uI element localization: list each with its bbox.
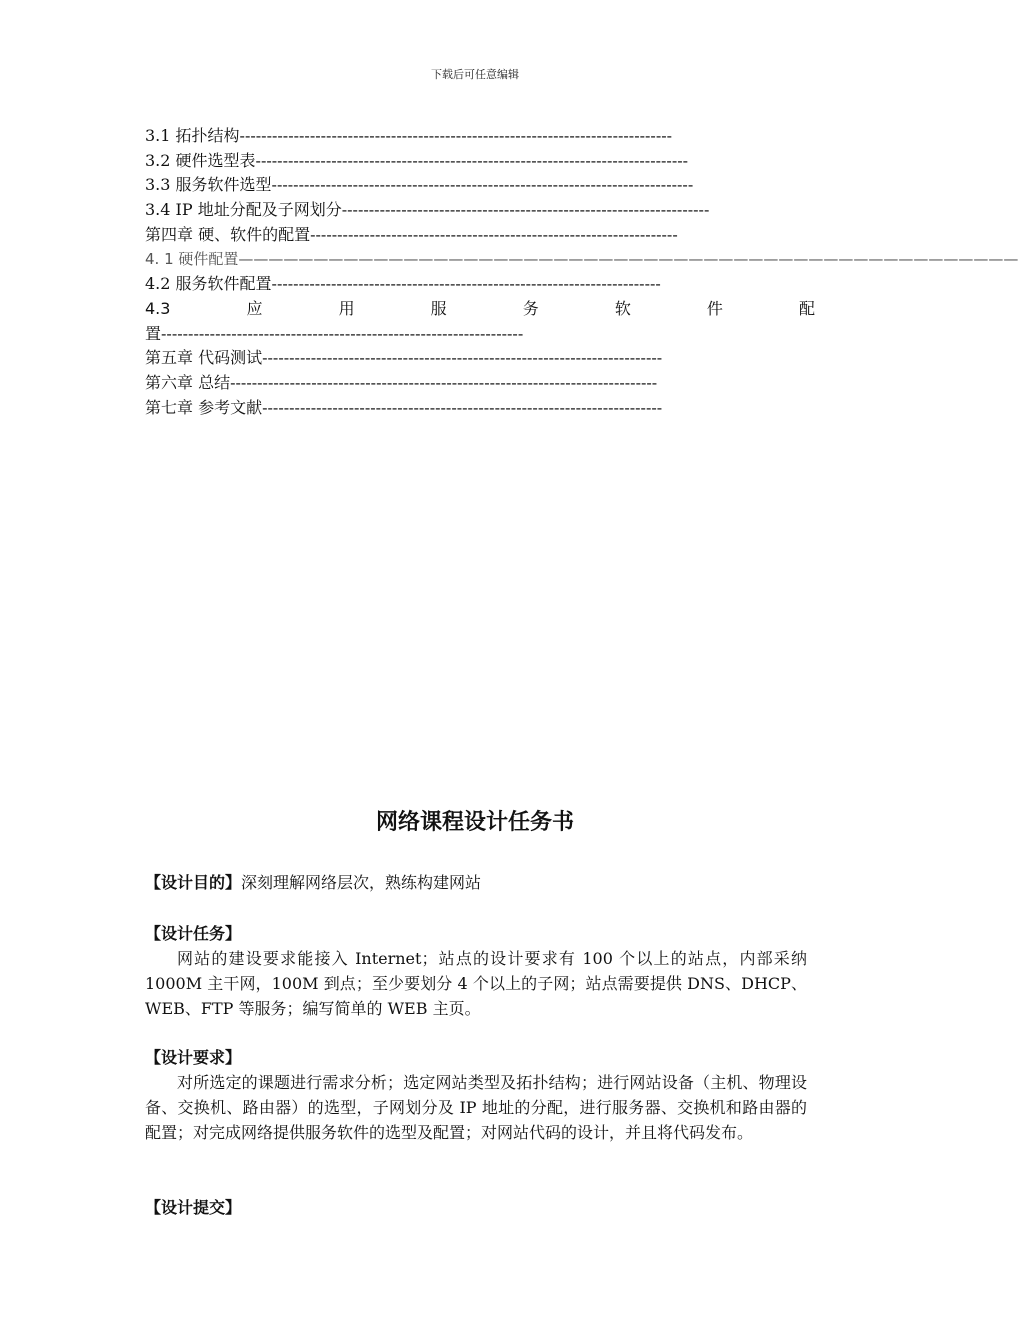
toc-label: 3.2 硬件选型表 xyxy=(145,150,256,170)
page-header: 下载后可任意编辑 xyxy=(431,68,519,81)
toc-word: 务 xyxy=(522,298,539,318)
submit-section xyxy=(145,1195,807,1220)
toc-entry-chapter-5 xyxy=(145,346,815,371)
task-text: 网站的建设要求能接入 Internet；站点的设计要求有 100 个以上的站点，内部采纳 1000M 主干网，100M 到点；至少要划分 4 个以上的子网；站点需要提供 DNS、DHCP、WEB、FTP 等服务；编写简单的 WEB 主页。 xyxy=(145,949,807,1018)
toc-label: 第六章 总结 xyxy=(145,372,231,392)
toc-entry-4-2 xyxy=(145,272,815,297)
purpose-section xyxy=(145,870,807,895)
toc-leader: -------------------------------------------------------------------- xyxy=(310,224,678,244)
toc-entry-3-2 xyxy=(145,149,815,174)
toc-leader: -------------------------------------------------------------------------- xyxy=(262,397,663,417)
toc-word: 4.3 xyxy=(145,298,171,318)
toc-leader: ------------------------------------------------------------------------------ xyxy=(271,175,694,195)
toc-entry-3-3 xyxy=(145,173,815,198)
toc-label: 3.3 服务软件选型 xyxy=(145,175,272,195)
purpose-text: 深刻理解网络层次，熟练构建网站 xyxy=(241,873,482,892)
requirement-label: 【设计要求】 xyxy=(145,1048,242,1067)
toc-entry-4-1 xyxy=(145,247,1018,272)
task-label: 【设计任务】 xyxy=(145,924,242,943)
requirement-section xyxy=(145,1045,807,1145)
toc-entry-4-3-cont xyxy=(145,322,815,347)
toc-leader: -------------------------------------------------------------------------- xyxy=(262,348,663,368)
toc-label: 3.1 拓扑结构 xyxy=(145,126,240,145)
toc-word: 应 xyxy=(246,298,263,318)
toc-entry-3-4 xyxy=(145,198,815,223)
toc-entry-4-3 xyxy=(145,297,815,322)
document-title: 网络课程设计任务书 xyxy=(375,810,574,835)
toc-leader: -------------------------------------------------------------------- xyxy=(341,200,710,220)
toc-label: 第七章 参考文献 xyxy=(145,397,263,417)
task-section xyxy=(145,921,807,1021)
purpose-label: 【设计目的】 xyxy=(145,873,242,892)
toc-leader: ------------------------------------------------------------------- xyxy=(161,323,524,343)
toc-entry-chapter-7 xyxy=(145,396,815,421)
toc-entry-3-1 xyxy=(145,124,815,149)
toc-leader: ———————————————————————————————————————————————————— xyxy=(238,250,1018,269)
toc-label: 第五章 代码测试 xyxy=(145,348,263,368)
toc-label: 4. 1 硬件配置 xyxy=(145,250,239,269)
requirement-text: 对所选定的课题进行需求分析；选定网站类型及拓扑结构；进行网站设备（主机、物理设备、交换机、路由器）的选型，子网划分及 IP 地址的分配，进行服务器、交换机和路由器的配置；对完成网络提供服务软件的选型及配置；对网站代码的设计，并且将代码发布。 xyxy=(145,1073,807,1142)
toc-word: 服 xyxy=(430,298,447,318)
toc-word: 配 xyxy=(798,298,815,318)
toc-leader: -------------------------------------------------------------------------------- xyxy=(255,150,689,170)
toc-label: 4.2 服务软件配置 xyxy=(145,274,272,294)
toc-label: 第四章 硬、软件的配置 xyxy=(145,224,311,244)
toc-word: 软 xyxy=(614,298,631,318)
toc-leader: ------------------------------------------------------------------------------- xyxy=(230,372,658,392)
submit-label: 【设计提交】 xyxy=(145,1198,242,1217)
toc-entry-chapter-4 xyxy=(145,223,815,248)
toc-label: 3.4 IP 地址分配及子网划分 xyxy=(145,200,342,220)
toc-word: 件 xyxy=(706,298,723,318)
table-of-contents xyxy=(145,124,1018,420)
toc-leader: ------------------------------------------------------------------------ xyxy=(271,274,661,294)
toc-leader: -------------------------------------------------------------------------------- xyxy=(239,126,673,145)
toc-label: 置 xyxy=(145,323,162,343)
toc-entry-chapter-6 xyxy=(145,371,815,396)
toc-word: 用 xyxy=(338,298,355,318)
